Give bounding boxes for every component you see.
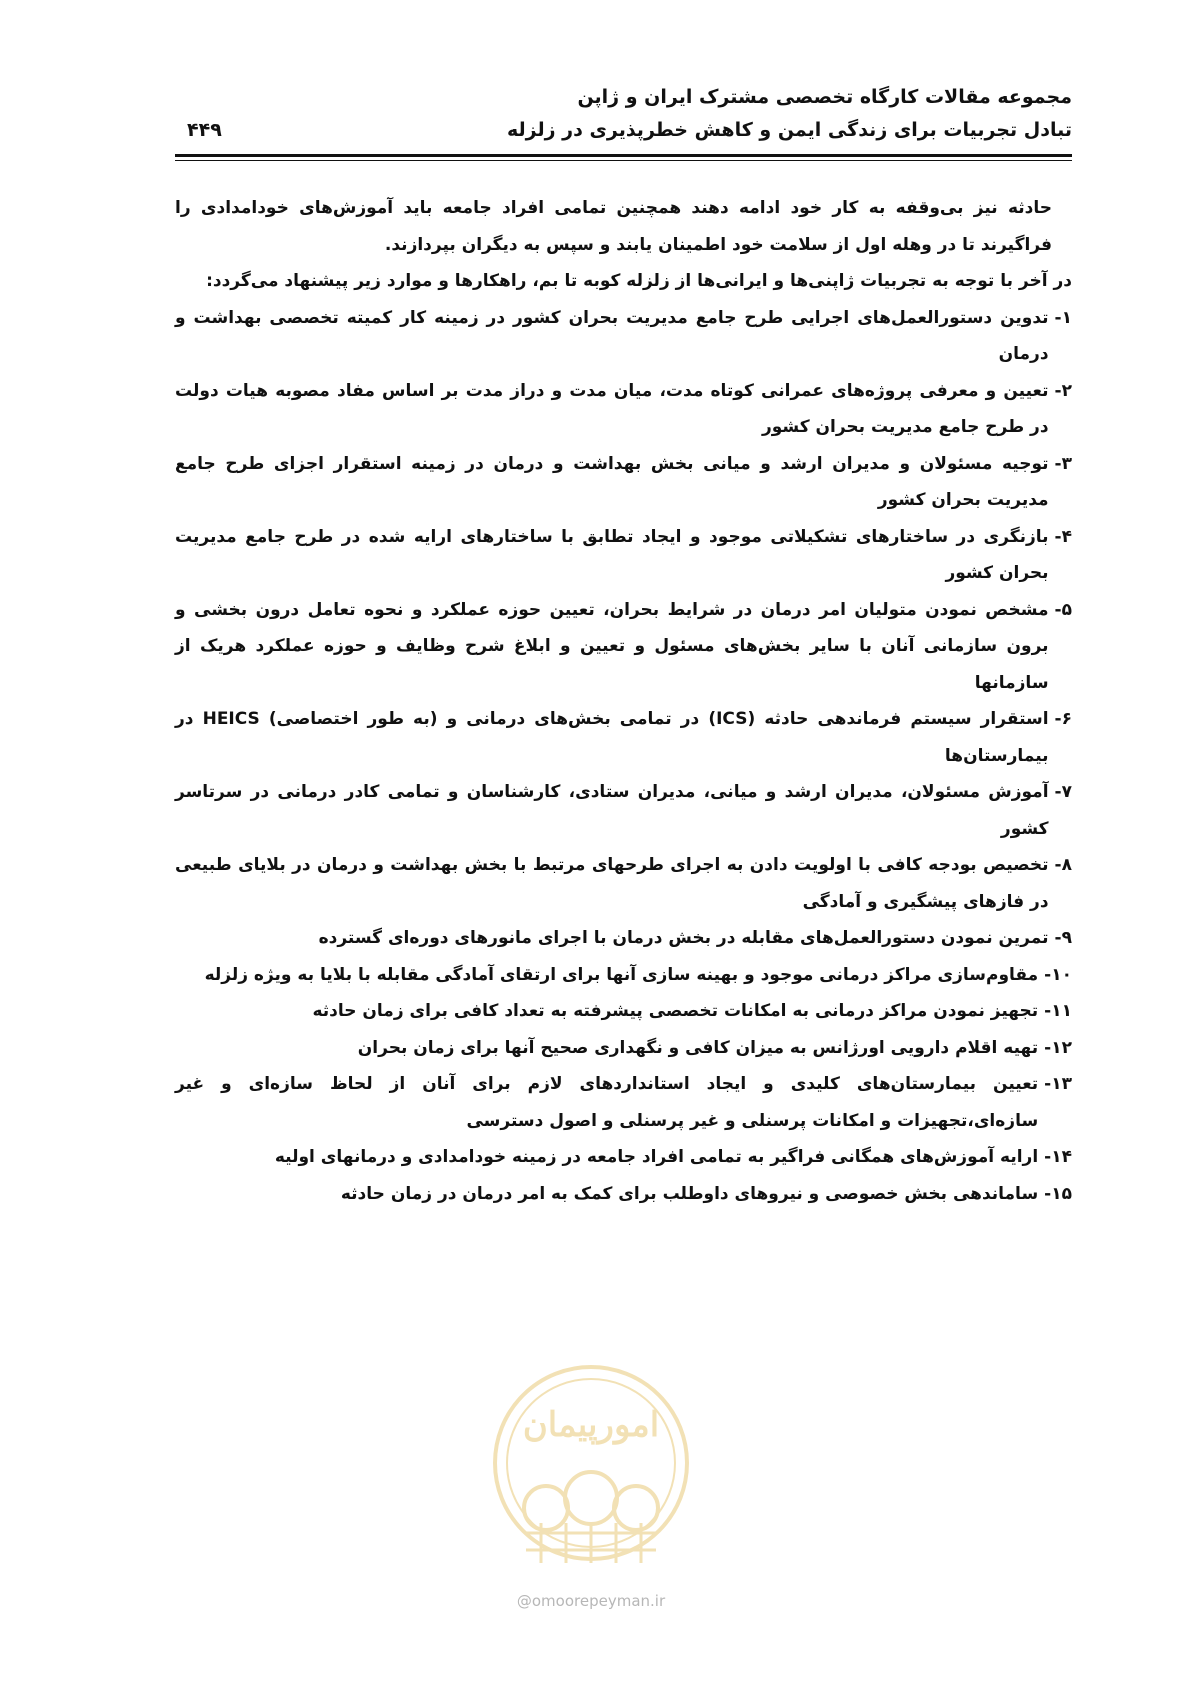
watermark-gear-right [614, 1486, 658, 1530]
header-rule-thick [175, 154, 1072, 157]
item-number: ۱۴- [1044, 1147, 1072, 1167]
item-text: تعیین بیمارستان‌های کلیدی و ایجاد استانداردهای لازم برای آنان از لحاظ سازه‌ای و غیر سازه‌ای،تجهیزات و امکانات پرسنلی و غیر پرسنلی و اصول دسترسی [175, 1074, 1039, 1131]
item-text: استقرار سیستم فرماندهی حادثه (ICS) در تمامی بخش‌های درمانی و (به طور اختصاصی) HEICS در بیمارستان‌ها [175, 709, 1049, 766]
list-item [175, 1030, 1072, 1067]
item-number: ۸- [1054, 855, 1072, 875]
list-item [175, 446, 1072, 519]
header-title: مجموعه مقالات کارگاه تخصصی مشترک ایران و ژاپن [577, 86, 1072, 108]
item-text: توجیه مسئولان و مدیران ارشد و میانی بخش بهداشت و درمان در زمینه استقرار اجزای طرح جامع مدیریت بحران کشور [175, 453, 1049, 510]
running-header [175, 82, 1072, 162]
item-number: ۱- [1054, 307, 1072, 328]
list-item [175, 774, 1072, 847]
item-number: ۱۳- [1044, 1074, 1072, 1094]
item-text: مشخص نمودن متولیان امر درمان در شرایط بحران، تعیین حوزه عملکرد و نحوه تعامل درون بخشی و برون سازمانی آنان با سایر بخش‌های مسئول و تعیین و ابلاغ شرح وظایف و حوزه عملکرد هریک از سازمانها [175, 599, 1049, 693]
list-item [175, 373, 1072, 446]
list-item [175, 1176, 1072, 1213]
item-number: ۵- [1054, 599, 1072, 620]
item-number: ۱۰- [1044, 964, 1072, 985]
recommendations-list [175, 300, 1072, 1213]
item-text: ارایه آموزش‌های همگانی فراگیر به تمامی افراد جامعه در زمینه خودامدادی و درمانهای اولیه [274, 1147, 1039, 1167]
list-item [175, 592, 1072, 702]
list-item [175, 957, 1072, 994]
item-number: ۱۲- [1044, 1037, 1072, 1058]
item-text: تخصیص بودجه کافی با اولویت دادن به اجرای طرحهای مرتبط با بخش بهداشت و درمان در بلایای طبیعی در فازهای پیشگیری و آمادگی [175, 855, 1049, 912]
header-subtitle: تبادل تجربیات برای زندگی ایمن و کاهش خطرپذیری در زلزله [507, 119, 1072, 141]
item-text: آموزش مسئولان، مدیران ارشد و میانی، مدیران ستادی، کارشناسان و تمامی کادر درمانی در سرتاسر کشور [175, 782, 1049, 839]
item-number: ۱۱- [1044, 1001, 1072, 1021]
item-number: ۷- [1054, 782, 1072, 802]
watermark-gear-center [565, 1472, 617, 1524]
item-text: بازنگری در ساختارهای تشکیلاتی موجود و ایجاد تطابق با ساختارهای ارایه شده در طرح جامع مدیریت بحران کشور [175, 526, 1049, 583]
watermark-url: @omoorepeyman.ir [516, 1592, 666, 1610]
watermark-logo-text: امورپیمان [522, 1405, 660, 1445]
item-text: تدوین دستورالعمل‌های اجرایی طرح جامع مدیریت بحران کشور در زمینه کار کمیته تخصصی بهداشت و درمان [175, 307, 1049, 364]
item-number: ۴- [1054, 526, 1072, 547]
watermark-gear-left [524, 1486, 568, 1530]
item-text: تعیین و معرفی پروژه‌های عمرانی کوتاه مدت، میان مدت و دراز مدت بر اساس مفاد مصوبه هیات دولت در طرح جامع مدیریت بحران کشور [175, 380, 1049, 437]
list-item [175, 701, 1072, 774]
list-item [175, 519, 1072, 592]
list-item [175, 300, 1072, 373]
page-number: ۴۴۹ [187, 119, 222, 141]
item-number: ۳- [1054, 453, 1072, 474]
list-item [175, 920, 1072, 957]
item-number: ۱۵- [1044, 1183, 1072, 1204]
item-number: ۶- [1054, 709, 1072, 729]
item-number: ۹- [1054, 928, 1072, 948]
item-text: ساماندهی بخش خصوصی و نیروهای داوطلب برای کمک به امر درمان در زمان حادثه [340, 1183, 1039, 1204]
list-item [175, 1139, 1072, 1176]
intro-paragraph: حادثه نیز بی‌وقفه به کار خود ادامه دهند همچنین تمامی افراد جامعه باید آموزش‌های خودامدادی را فراگیرند تا در وهله اول از سلامت خود اطمینان یابند و سپس به دیگران بپردازند. [175, 198, 1052, 255]
header-rule-thin [175, 160, 1072, 161]
item-number: ۲- [1054, 380, 1072, 401]
item-text: تمرین نمودن دستورالعمل‌های مقابله در بخش درمان با اجرای مانورهای دوره‌ای گسترده [318, 928, 1049, 948]
watermark-logo-icon [486, 1358, 696, 1588]
item-text: تجهیز نمودن مراکز درمانی به امکانات تخصصی پیشرفته به تعداد کافی برای زمان حادثه [312, 1001, 1039, 1021]
lead-sentence: در آخر با توجه به تجربیات ژاپنی‌ها و ایرانی‌ها از زلزله کوبه تا بم، راهکارها و موارد زیر پیشنهاد می‌گردد: [206, 271, 1072, 291]
item-text: تهیه اقلام دارویی اورژانس به میزان کافی و نگهداری صحیح آنها برای زمان بحران [357, 1037, 1039, 1058]
list-item [175, 993, 1072, 1030]
list-item [175, 847, 1072, 920]
body-text [175, 190, 1072, 1212]
list-item [175, 1066, 1072, 1139]
item-text: مقاوم‌سازی مراکز درمانی موجود و بهینه سازی آنها برای ارتقای آمادگی مقابله با بلایا به ویژه زلزله [204, 964, 1039, 985]
